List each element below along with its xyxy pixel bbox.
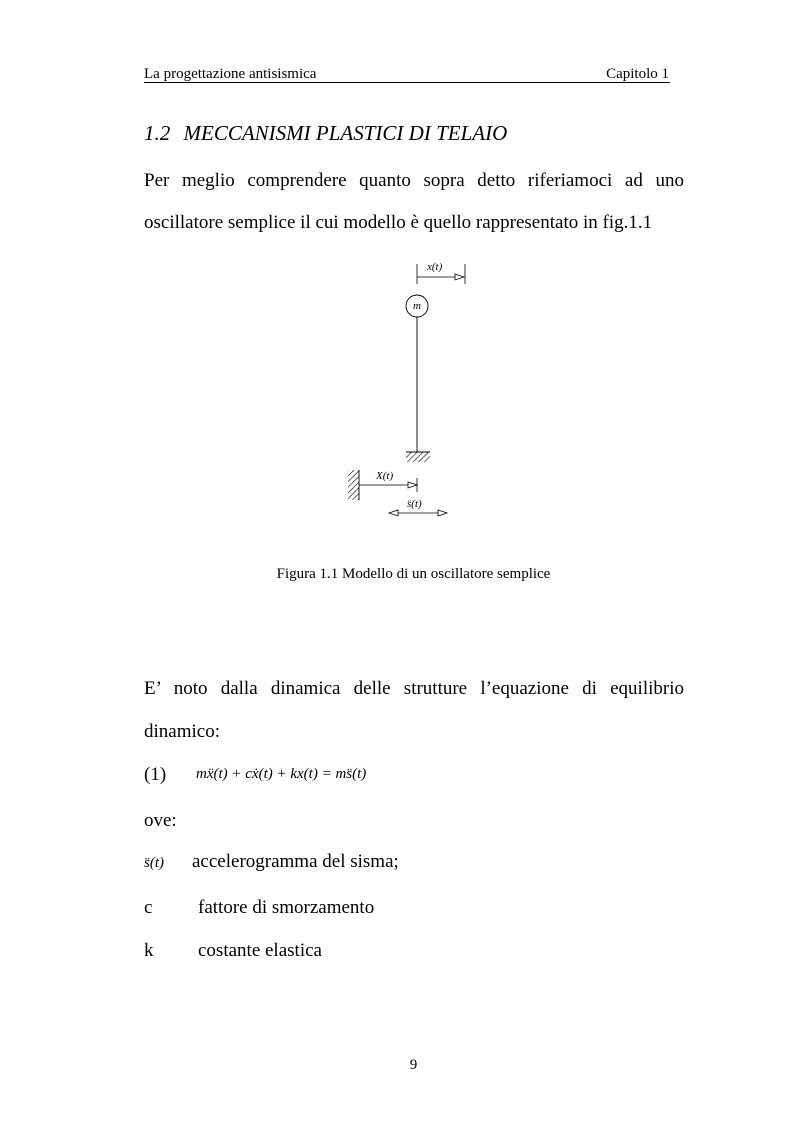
mass-node [406, 295, 428, 317]
oscillator-figure [330, 256, 490, 520]
equation: mẍ(t) + cẋ(t) + kx(t) = ms̈(t) [196, 766, 367, 782]
running-header-chapter: Capitolo 1 [606, 66, 669, 82]
body-line-2: dinamico: [144, 721, 220, 742]
figure-caption: Figura 1.1 Modello di un oscillatore semplice [276, 566, 551, 582]
label-accel: s̈(t) [407, 498, 422, 510]
label-x-t: x(t) [427, 261, 443, 273]
section-heading [144, 121, 507, 146]
where-label: ove: [144, 810, 177, 831]
ground-acceleration-arrow [389, 478, 447, 516]
definition-text: fattore di smorzamento [198, 897, 375, 918]
page-number: 9 [409, 1057, 418, 1073]
section-title: MECCANISMI PLASTICI DI TELAIO [183, 121, 508, 145]
ground-support [348, 470, 417, 500]
running-header-title: La progettazione antisismica [144, 66, 317, 82]
label-mass: m [413, 300, 421, 312]
section-number: 1.2 [144, 121, 171, 145]
base-support [406, 452, 430, 462]
definition-symbol: k [144, 940, 154, 961]
intro-line-2: oscillatore semplice il cui modello è quello rappresentato in fig.1.1 [144, 212, 653, 233]
definition-text: accelerogramma del sisma; [192, 851, 399, 872]
oscillator-diagram [330, 256, 490, 520]
definition-symbol: c [144, 897, 153, 918]
displacement-arrow-top [417, 261, 465, 284]
body-line-1: E’ noto dalla dinamica delle strutture l’equazione di equilibrio [144, 678, 684, 699]
intro-line-1: Per meglio comprendere quanto sopra detto riferiamoci ad uno [144, 170, 684, 191]
definition-symbol: s̈(t) [144, 855, 164, 871]
label-X-t: X(t) [376, 470, 394, 482]
header-rule [144, 82, 670, 83]
definition-text: costante elastica [198, 940, 322, 961]
equation-number: (1) [144, 764, 167, 785]
